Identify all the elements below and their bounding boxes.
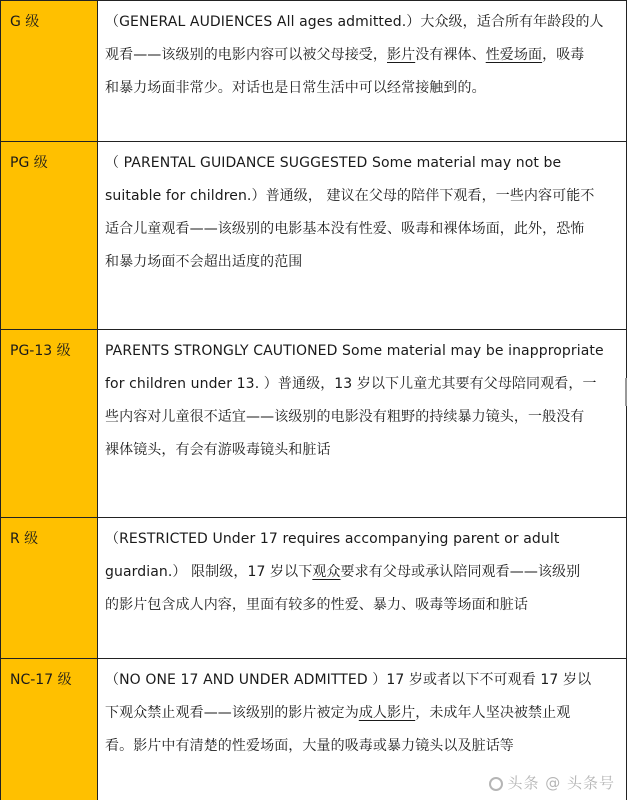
description-text: 适合儿童观看——该级别的电影基本没有性爱、吸毒和裸体场面，此外，恐怖	[105, 221, 585, 237]
linked-term[interactable]: 影片	[387, 47, 416, 63]
rating-label: R 级	[1, 518, 98, 658]
rating-label: G 级	[1, 1, 98, 141]
rating-label: PG 级	[1, 142, 98, 329]
description-text: suitable for children.）普通级， 建议在父母的陪伴下观看，一些内容可能不	[105, 188, 595, 204]
linked-term[interactable]: 成人影片	[358, 705, 416, 721]
description-text: （NO ONE 17 AND UNDER ADMITTED ）17 岁或者以下不可观看 17 岁以	[105, 672, 592, 688]
table-row	[1, 1, 627, 142]
description-text: （RESTRICTED Under 17 requires accompanying parent or adult	[105, 531, 560, 547]
description-text: （GENERAL AUDIENCES All ages admitted.）大众级，适合所有年龄段的人	[105, 14, 604, 30]
description-text: 观看——该级别的电影内容可以被父母接受，	[105, 47, 387, 63]
rating-description	[98, 518, 627, 658]
table-row	[1, 142, 627, 330]
description-text: 下观众禁止观看——该级别的影片被定为	[105, 705, 359, 721]
rating-description	[98, 1, 627, 141]
watermark-icon	[489, 777, 503, 791]
description-text: 和暴力场面非常少。对话也是日常生活中可以经常接触到的。	[105, 80, 486, 96]
table-row	[1, 330, 627, 518]
rating-description	[98, 330, 627, 517]
description-text: ，吸毒	[542, 47, 585, 63]
description-text: （ PARENTAL GUIDANCE SUGGESTED Some material may not be	[105, 155, 562, 171]
linked-term[interactable]: 性爱场面	[485, 47, 543, 63]
linked-term[interactable]: 观众	[312, 564, 341, 580]
description-text: 要求有父母或承认陪同观看——该级别	[340, 564, 581, 580]
rating-description	[98, 142, 627, 329]
description-text: 看。影片中有清楚的性爱场面，大量的吸毒或暴力镜头以及脏话等	[105, 738, 514, 754]
description-text: PARENTS STRONGLY CAUTIONED Some material may be inappropriate	[105, 343, 604, 359]
watermark-text: 头条 @ 头条号	[507, 774, 615, 792]
table-row	[1, 518, 627, 659]
description-text: for children under 13. ）普通级，13 岁以下儿童尤其要有父母陪同观看，一	[105, 376, 597, 392]
description-text: 没有裸体、	[415, 47, 486, 63]
description-text: ，未成年人坚决被禁止观	[415, 705, 571, 721]
description-text: 的影片包含成人内容，里面有较多的性爱、暴力、吸毒等场面和脏话	[105, 597, 528, 613]
description-text: 些内容对儿童很不适宜——该级别的电影没有粗野的持续暴力镜头，一般没有	[105, 409, 585, 425]
description-text: 和暴力场面不会超出适度的范围	[105, 254, 303, 270]
rating-label: NC-17 级	[1, 659, 98, 800]
rating-label: PG-13 级	[1, 330, 98, 517]
watermark	[489, 772, 615, 793]
description-text: guardian.） 限制级，17 岁以下	[105, 564, 313, 580]
description-text: 裸体镜头，有会有游吸毒镜头和脏话	[105, 442, 331, 458]
